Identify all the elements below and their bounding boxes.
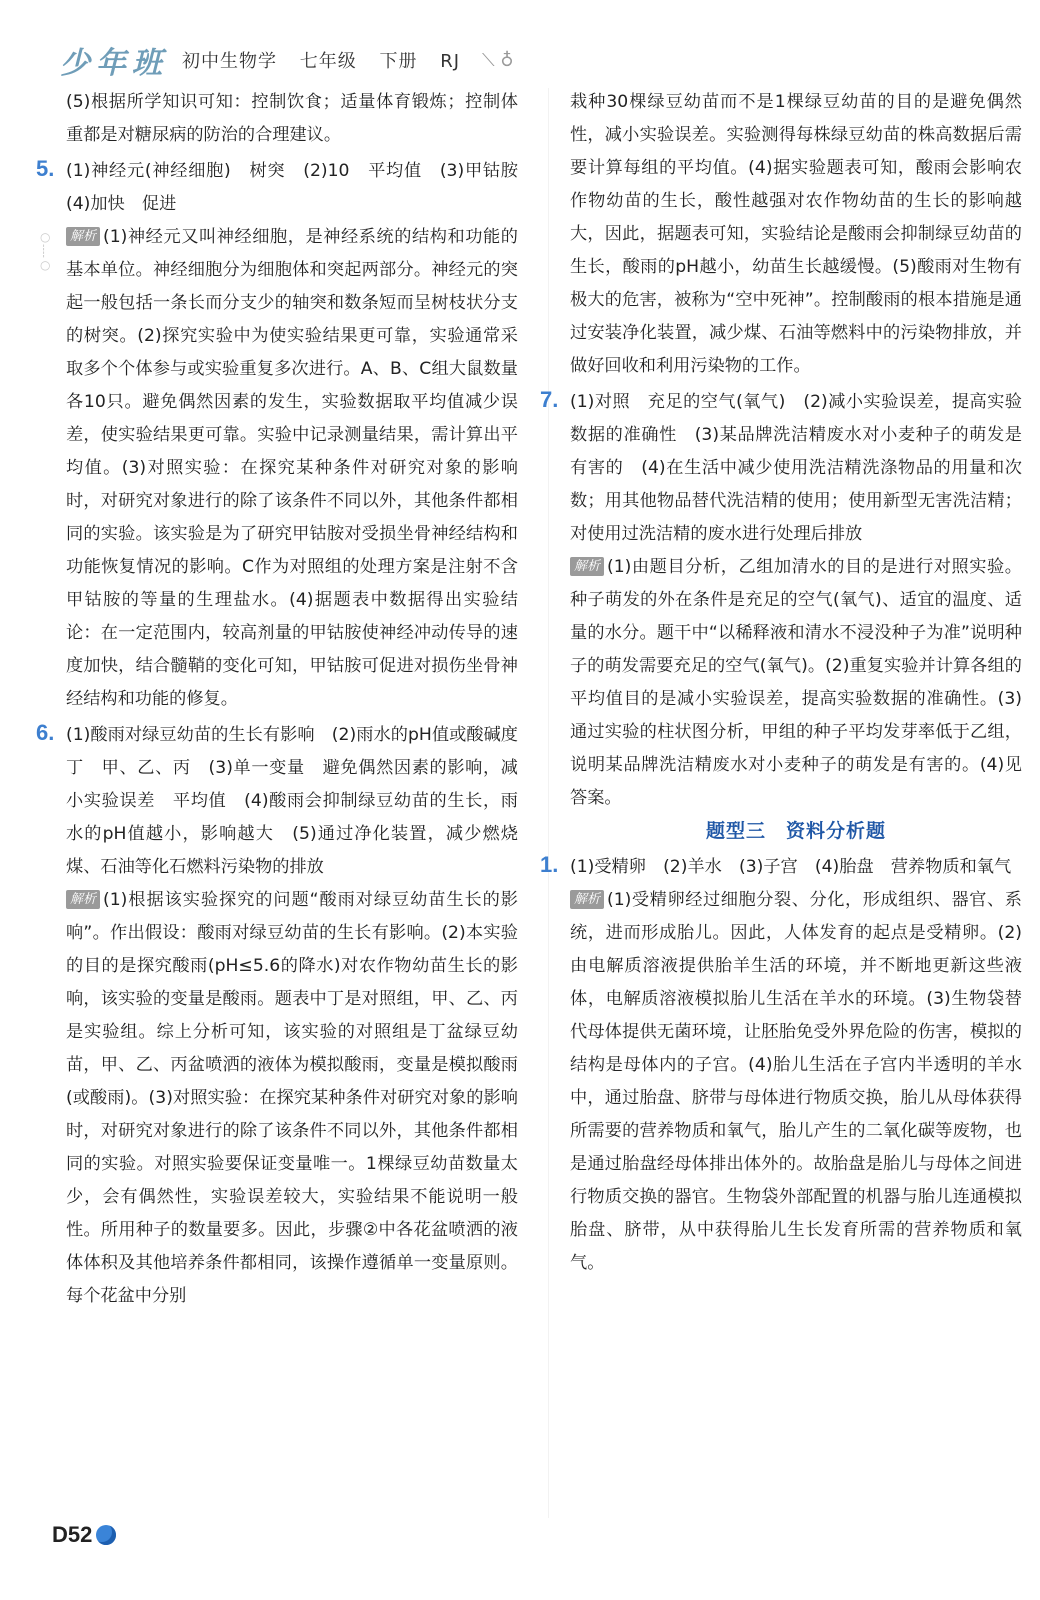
grade-label: 七年级 [299,51,357,72]
text-paragraph: 栽种30棵绿豆幼苗而不是1棵绿豆幼苗的目的是避免偶然性，减小实验误差。实验测得每株绿豆幼苗的株高数据后需要计算每组的平均值。(4)据实验题表可知，酸雨会影响农作物幼苗的生长，酸性越强对农作物幼苗的生长的影响越大，因此，据题表可知，实验结论是酸雨会抑制绿豆幼苗的生长，酸雨的pH越小，幼苗生长越缓慢。(5)酸雨对生物有极大的危害，被称为“空中死神”。控制酸雨的根本措施是通过安装净化装置，减少煤、石油等燃料中的污染物排放，并做好回收和利用污染物的工作。 [570,92,1022,376]
question-7 [540,383,1022,815]
question-number: 7. [540,387,559,412]
page-dot-icon [96,1525,116,1545]
section-title: 题型三 资料分析题 [705,820,886,842]
analysis-tag: 解析 [570,557,604,576]
analysis-tag: 解析 [66,890,100,909]
page-number: D52 [52,1522,93,1547]
analysis-text: (1)神经元又叫神经细胞，是神经系统的结构和功能的基本单位。神经细胞分为细胞体和突起两部分。神经元的突起一般包括一条长而分支少的轴突和数条短而呈树枝状分支的树突。(2)探究实验中为使实验结果更可靠，实验通常采取多个个体参与或实验重复多次进行。A、B、C组大鼠数量各10只。避免偶然因素的发生，实验数据取平均值减少误差，使实验结果更可靠。实验中记录测量结果，需计算出平均值。(3)对照实验：在探究某种条件对研究对象的影响时，对研究对象进行的除了该条件不同以外，其他条件都相同的实验。该实验是为了研究甲钴胺对受损坐骨神经结构和功能恢复情况的影响。C作为对照组的处理方案是注射不含甲钴胺的等量的生理盐水。(4)据题表中数据得出实验结论：在一定范围内，较高剂量的甲钴胺使神经冲动传导的速度加快，结合髓鞘的变化可知，甲钴胺可促进对损伤坐骨神经结构和功能的修复。 [66,227,518,709]
analysis-tag: 解析 [66,227,100,246]
question-6 [36,716,536,1313]
brand-logo: 少年班 [60,46,168,81]
question-number: 5. [36,156,55,181]
analysis-tag: 解析 [570,890,604,909]
answer-text: (1)对照 充足的空气(氧气) (2)减小实验误差，提高实验数据的准确性 (3)某品牌洗洁精废水对小麦种子的萌发是有害的 (4)在生活中减少使用洗洁精洗涤物品的用量和次数；用其他物品替代洗洁精的使用；使用新型无害洗洁精；对使用过洗洁精的废水进行处理后排放 [570,392,1022,544]
binding-marks: ○ ┊ ○ [40,230,51,272]
decoration-icon: ⟍ ♁ [482,49,514,71]
answer-text: (1)受精卵 (2)羊水 (3)子宫 (4)胎盘 营养物质和氧气 [570,857,1012,877]
answer-text: (1)酸雨对绿豆幼苗的生长有影响 (2)雨水的pH值或酸碱度 丁 甲、乙、丙 (3)单一变量 避免偶然因素的影响，减小实验误差 平均值 (4)酸雨会抑制绿豆幼苗的生长，雨水的pH值越小，影响越大 (5)通过净化装置，减少燃烧煤、石油等化石燃料污染物的排放 [66,725,536,877]
column-divider [548,88,549,1518]
book-info [182,47,476,73]
question-1 [540,848,1022,1280]
volume-label: 下册 [379,51,418,72]
text-paragraph: (5)根据所学知识可知：控制饮食；适量体育锻炼；控制体重都是对糖尿病的防治的合理建议。 [66,92,518,145]
answer-text: (1)神经元(神经细胞) 树突 (2)10 平均值 (3)甲钴胺 (4)加快 促进 [66,161,536,214]
page-header [60,38,514,82]
left-column [36,86,536,1313]
page-footer [52,1522,116,1548]
edition-label: RJ [440,51,461,72]
question-5 [36,152,536,716]
analysis-text: (1)根据该实验探究的问题“酸雨对绿豆幼苗生长的影响”。作出假设：酸雨对绿豆幼苗的生长有影响。(2)本实验的目的是探究酸雨(pH≤5.6的降水)对农作物幼苗生长的影响，该实验的变量是酸雨。题表中丁是对照组，甲、乙、丙是实验组。综上分析可知，该实验的对照组是丁盆绿豆幼苗，甲、乙、丙盆喷洒的液体为模拟酸雨，变量是模拟酸雨(或酸雨)。(3)对照实验：在探究某种条件对研究对象的影响时，对研究对象进行的除了该条件不同以外，其他条件都相同的实验。对照实验要保证变量唯一。1棵绿豆幼苗数量太少，会有偶然性，实验误差较大，实验结果不能说明一般性。所用种子的数量要多。因此，步骤②中各花盆喷洒的液体体积及其他培养条件都相同，该操作遵循单一变量原则。每个花盆中分别 [66,890,518,1306]
subject-label: 初中生物学 [182,51,277,72]
question-number: 1. [540,852,559,877]
analysis-text: (1)由题目分析，乙组加清水的目的是进行对照实验。种子萌发的外在条件是充足的空气(氧气)、适宜的温度、适量的水分。题干中“以稀释液和清水不浸没种子为准”说明种子的萌发需要充足的空气(氧气)。(2)重复实验并计算各组的平均值目的是减小实验误差，提高实验数据的准确性。(3)通过实验的柱状图分析，甲组的种子平均发芽率低于乙组，说明某品牌洗洁精废水对小麦种子的萌发是有害的。(4)见答案。 [570,557,1022,808]
analysis-text: (1)受精卵经过细胞分裂、分化，形成组织、器官、系统，进而形成胎儿。因此，人体发育的起点是受精卵。(2)由电解质溶液提供胎羊生活的环境，并不断地更新这些液体，电解质溶液模拟胎儿生活在羊水的环境。(3)生物袋替代母体提供无菌环境，让胚胎免受外界危险的伤害，模拟的结构是母体内的子宫。(4)胎儿生活在子宫内半透明的羊水中，通过胎盘、脐带与母体进行物质交换，胎儿从母体获得所需要的营养物质和氧气，胎儿产生的二氧化碳等废物，也是通过胎盘经母体排出体外的。故胎盘是胎儿与母体之间进行物质交换的器官。生物袋外部配置的机器与胎儿连通模拟胎盘、脐带，从中获得胎儿生长发育所需的营养物质和氧气。 [570,890,1022,1273]
question-number: 6. [36,720,55,745]
right-column [540,86,1022,1280]
